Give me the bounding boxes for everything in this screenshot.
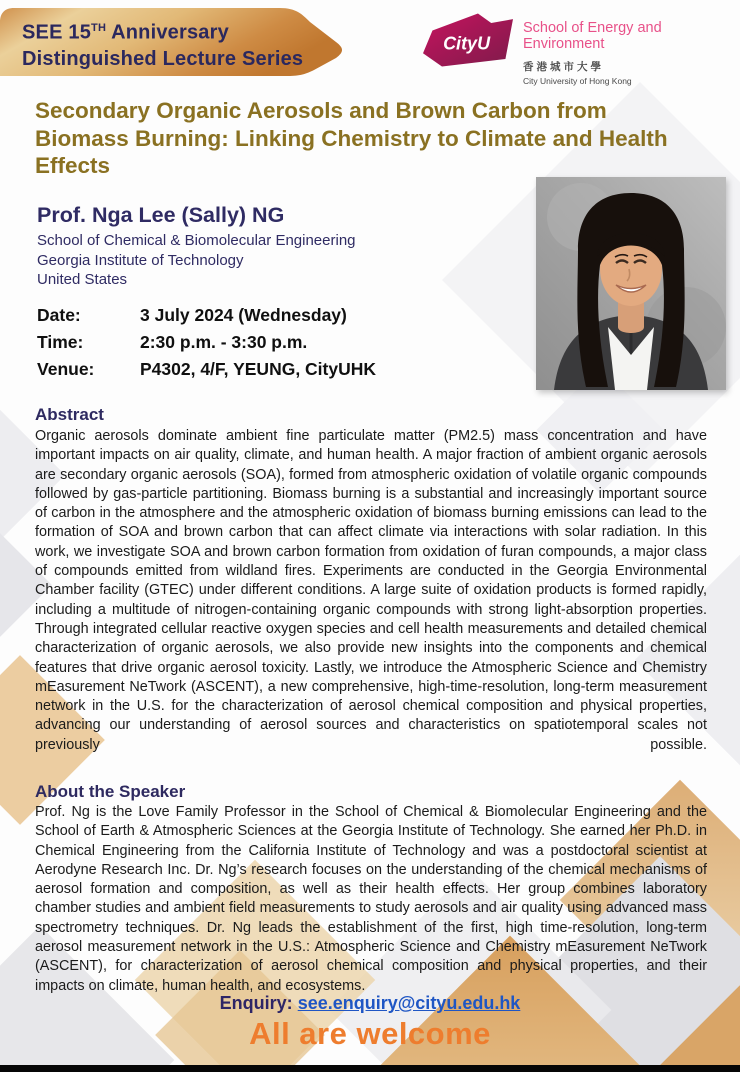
series-banner [0,8,348,76]
detail-row-venue: Venue: P4302, 4/F, YEUNG, CityUHK [37,359,377,379]
university-logo-block [423,13,723,86]
lecture-title: Secondary Organic Aerosols and Brown Carbon from Biomass Burning: Linking Chemistry to Climate and Health Effects [35,98,668,178]
speaker-photo [536,177,726,390]
detail-row-time: Time: 2:30 p.m. - 3:30 p.m. [37,332,308,352]
enquiry-line [0,993,740,1014]
series-banner-text [22,15,303,72]
bottom-border-bar [0,1065,740,1072]
enquiry-label: Enquiry: [219,993,293,1013]
cityu-logo-icon [423,13,513,67]
university-name-english: City University of Hong Kong [523,76,632,86]
about-speaker-text: Prof. Ng is the Love Family Professor in the School of Chemical & Biomolecular Engineering and the School of Earth & Atmospheric Sciences at the Georgia Institute of Technology. She earned her Ph.D. in Chemical Engineering from the California Institute of Technology and was a postdoctoral scientist at Aerodyne Research Inc. Dr. Ng’s research focuses on the understanding of the chemical mechanisms of aerosol formation and composition, as well as their health effects. Her group combines laboratory chamber studies and ambient field measurements to study aerosols and air quality using advanced mass spectrometry techniques. Dr. Ng leads the establishment of the first, high time-resolution, long-term aerosol measurement network in the U.S.: Atmospheric Science and Chemistry mEasurement NeTwork (ASCENT), for characterization of aerosol chemical composition and physical properties, and their impacts on climate, human health, and ecosystems. [35,804,707,994]
abstract-heading: Abstract [35,405,104,424]
affiliation-line: Georgia Institute of Technology [37,251,244,269]
event-details [37,302,376,383]
affiliation-line: United States [37,271,128,288]
enquiry-email-link[interactable]: see.enquiry@cityu.edu.hk [297,993,521,1013]
detail-row-date: Date: 3 July 2024 (Wednesday) [37,305,347,325]
speaker-name: Prof. Nga Lee (Sally) NG [37,203,285,227]
welcome-message: All are welcome [249,1016,491,1051]
speaker-affiliation [37,231,356,290]
banner-line1: SEE 15TH Anniversary [22,21,229,44]
school-name: School of Energy and Environment [523,20,662,52]
svg-text:CityU: CityU [443,33,491,54]
about-speaker-heading: About the Speaker [35,782,186,801]
banner-line2: Distinguished Lecture Series [22,47,304,70]
affiliation-line: School of Chemical & Biomolecular Engineering [37,232,356,249]
university-name-chinese: 香港城市大學 [523,61,604,73]
abstract-text: Organic aerosols dominate ambient fine particulate matter (PM2.5) mass concentration and have important impacts on air quality, climate, and human health. A major fraction of ambient organic aerosols are secondary organic aerosols (SOA), formed from atmospheric oxidation of volatile organic compounds followed by gas-particle partitioning. Biomass burning is a substantial and increasingly important source of carbon in the atmosphere and the atmospheric oxidation of biomass burning emissions can lead to the formation of SOA and brown carbon that can affect climate via interactions with solar radiation. In this work, we investigate SOA and brown carbon formation from oxidation of furan compounds, a major class of compounds emitted from wildland fires. Experiments are conducted in the Georgia Environmental Chamber facility (GTEC) under different conditions. A large suite of oxidation products is formed rapidly, including a multitude of nitrogen-containing organic compounds with strong light-absorption properties. Through integrated cellular reactive oxygen species and cell health measurements and detailed chemical characterization of organic aerosols, we also provide new insights into the components and chemical features that drive organic aerosol toxicity. Lastly, we introduce the Atmospheric Science and Chemistry mEasurement NeTwork (ASCENT), a new comprehensive, high-time-resolution, long-term measurement network in the U.S. for the characterization of aerosol chemical composition and physical properties, advancing our understanding of aerosol sources and characteristics on spatiotemporal scales not previously possible. [35,428,707,753]
university-logo-text [523,13,723,86]
